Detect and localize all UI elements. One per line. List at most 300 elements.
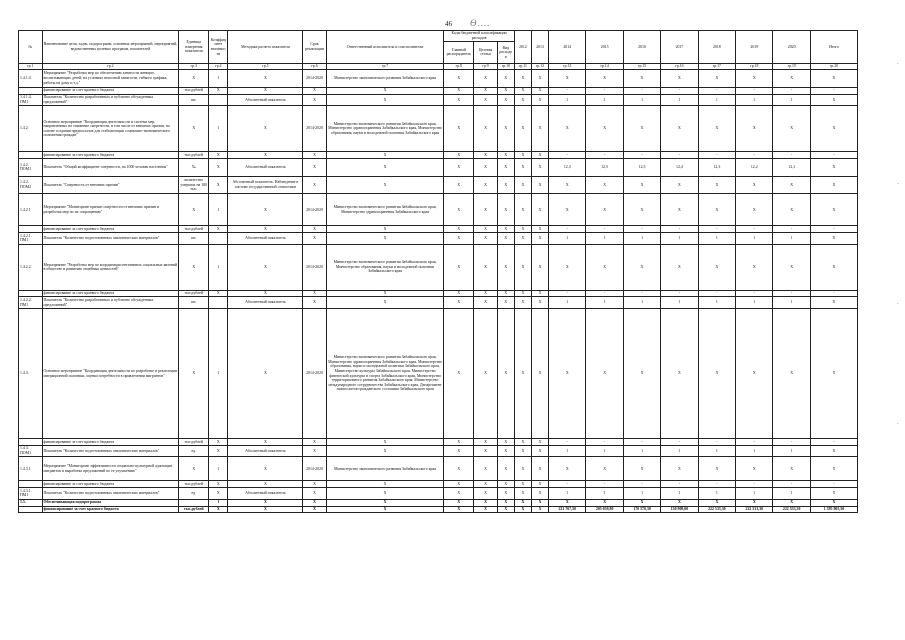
table-cell: X (474, 506, 498, 513)
table-cell: - (810, 290, 857, 297)
table-cell: X (623, 244, 660, 290)
table-cell: X (303, 506, 327, 513)
table-cell (19, 506, 43, 513)
column-number-cell: гр.9 (474, 63, 498, 69)
table-cell: X (209, 506, 228, 513)
table-cell: X (303, 87, 327, 94)
table-cell: - (586, 87, 623, 94)
table-row (19, 309, 858, 439)
table-cell: X (810, 233, 857, 245)
table-cell: X (444, 499, 474, 506)
table-cell: - (810, 87, 857, 94)
table-cell: X (549, 69, 586, 87)
table-cell: 1 (586, 297, 623, 309)
table-cell: 1 (549, 233, 586, 245)
table-cell: X (326, 297, 444, 309)
table-cell: X (810, 445, 857, 457)
table-cell: 1.4.1.4. ПМ1 (19, 94, 43, 106)
table-cell: 1 (586, 94, 623, 106)
table-cell: X (497, 69, 514, 87)
header-expense-type: Вид расходов (497, 41, 514, 63)
table-cell: - (661, 481, 698, 488)
table-cell: X (474, 233, 498, 245)
table-cell: 1.4.2. ПОМ2 (19, 176, 43, 194)
table-cell: X (228, 69, 303, 87)
table-cell: X (444, 290, 474, 297)
table-cell: X (228, 226, 303, 233)
table-cell: 1 (661, 233, 698, 245)
table-cell: X (531, 69, 548, 87)
table-cell: 1.4.3.1. ПМ1 (19, 488, 43, 500)
table-cell: - (810, 481, 857, 488)
table-cell: X (326, 290, 444, 297)
table-cell: Министерство экономического развития Забайкальского края (326, 69, 444, 87)
table-cell: X (444, 158, 474, 176)
table-cell: X (531, 233, 548, 245)
table-row (19, 499, 858, 506)
table-cell: финансирование за счет краевого бюджета (42, 290, 179, 297)
table-cell: - (773, 87, 810, 94)
table-cell: X (531, 290, 548, 297)
table-cell: Абсолютный показатель (228, 94, 303, 106)
table-cell: X (444, 94, 474, 106)
table-cell: - (698, 226, 735, 233)
table-cell: Абсолютный показатель (228, 488, 303, 500)
table-cell: X (514, 176, 531, 194)
table-cell: X (444, 69, 474, 87)
table-cell: X (228, 244, 303, 290)
page-number: 46 (445, 20, 452, 28)
column-number-cell: гр.15 (623, 63, 660, 69)
table-cell: X (773, 499, 810, 506)
table-cell: X (698, 457, 735, 481)
table-cell: - (549, 438, 586, 445)
table-cell: X (474, 499, 498, 506)
table-cell: X (326, 445, 444, 457)
table-cell: X (514, 69, 531, 87)
table-cell: - (736, 87, 773, 94)
table-cell: 1 (209, 457, 228, 481)
table-cell: X (474, 94, 498, 106)
table-cell: 1 395 905,50 (810, 506, 857, 513)
table-cell: X (326, 94, 444, 106)
table-cell: X (497, 499, 514, 506)
table-row (19, 94, 858, 106)
table-cell: X (736, 244, 773, 290)
table-cell: X (810, 499, 857, 506)
table-cell: Показатель "Количество подготовленных аналитических материалов" (42, 488, 179, 500)
table-cell: X (303, 445, 327, 457)
table-cell: X (531, 445, 548, 457)
table-cell: X (179, 309, 209, 439)
table-cell: X (228, 457, 303, 481)
table-cell: X (444, 488, 474, 500)
table-cell: 222 533,30 (736, 506, 773, 513)
table-cell: 1 (736, 297, 773, 309)
table-cell: ‰ (179, 158, 209, 176)
table-cell: X (209, 226, 228, 233)
table-cell: количество умерших на 100 тыс. (179, 176, 209, 194)
table-cell: X (698, 176, 735, 194)
table-cell: X (623, 176, 660, 194)
column-number-cell: гр.8 (444, 63, 474, 69)
table-cell: 1 (698, 297, 735, 309)
table-cell: 1 (623, 488, 660, 500)
table-cell: 1 (209, 194, 228, 226)
table-row (19, 176, 858, 194)
table-cell: X (179, 106, 209, 152)
table-cell: X (474, 309, 498, 439)
table-cell: Показатель "Общий коэффициент смертности, на 1000 человек населения" (42, 158, 179, 176)
table-cell: 1.4.3.1 (19, 457, 43, 481)
margin-marks: · ⸱ · · (896, 60, 899, 428)
table-cell: X (474, 176, 498, 194)
table-row (19, 445, 858, 457)
table-cell: X (514, 226, 531, 233)
table-cell: 1 (586, 488, 623, 500)
table-cell: 12,2 (736, 158, 773, 176)
handwritten-mark: Ѳ.... (470, 18, 491, 28)
table-cell: тыс.рублей (179, 152, 209, 159)
program-table (18, 30, 858, 513)
table-cell: X (514, 438, 531, 445)
table-cell: тыс.рублей (179, 290, 209, 297)
table-cell: 1 (209, 244, 228, 290)
table-cell: - (586, 290, 623, 297)
table-cell: 1 (661, 297, 698, 309)
table-row (19, 87, 858, 94)
table-cell: X (179, 457, 209, 481)
table-cell: X (497, 158, 514, 176)
table-cell: Абсолютный показатель (228, 297, 303, 309)
table-cell: шт. (179, 94, 209, 106)
table-cell: X (179, 194, 209, 226)
table-cell: 1 (698, 488, 735, 500)
table-cell: 1 (549, 445, 586, 457)
table-cell: 1 (773, 445, 810, 457)
table-cell: X (444, 457, 474, 481)
table-cell: X (303, 233, 327, 245)
table-cell (19, 481, 43, 488)
table-cell (19, 438, 43, 445)
table-cell: - (661, 87, 698, 94)
table-cell: X (444, 106, 474, 152)
table-cell: X (514, 488, 531, 500)
table-cell: X (303, 152, 327, 159)
table-cell: X (698, 244, 735, 290)
table-cell: X (474, 488, 498, 500)
table-cell: X (209, 176, 228, 194)
table-cell: X (326, 176, 444, 194)
table-cell: 1.4.2.1 (19, 194, 43, 226)
column-number-cell: гр.3 (179, 63, 209, 69)
table-cell: тыс.рублей (179, 438, 209, 445)
table-cell: X (773, 194, 810, 226)
table-cell: X (444, 481, 474, 488)
table-cell: X (497, 290, 514, 297)
table-cell: X (549, 194, 586, 226)
table-cell: X (303, 481, 327, 488)
table-cell: Основное мероприятие "Координация деятельности по разработке и реализации миграционной политики, оценка потребности в привлечении мигрантов" (42, 309, 179, 439)
table-cell: 1 (736, 488, 773, 500)
table-cell: X (586, 194, 623, 226)
table-cell: X (810, 194, 857, 226)
table-cell: X (623, 309, 660, 439)
table-cell: X (810, 488, 857, 500)
table-cell: X (514, 506, 531, 513)
table-cell: 221 767,50 (549, 506, 586, 513)
table-cell: X (474, 152, 498, 159)
column-number-cell: гр.10 (497, 63, 514, 69)
table-cell: X (531, 481, 548, 488)
table-cell: X (531, 506, 548, 513)
table-cell: X (549, 309, 586, 439)
table-cell: - (661, 226, 698, 233)
table-cell: 1 (698, 445, 735, 457)
table-cell: X (623, 194, 660, 226)
table-cell: X (228, 506, 303, 513)
table-cell: Обеспечивающая подпрограмма (42, 499, 179, 506)
table-cell: X (497, 488, 514, 500)
table-cell: X (474, 87, 498, 94)
table-cell: X (444, 244, 474, 290)
table-cell: X (531, 176, 548, 194)
table-cell: X (179, 69, 209, 87)
table-cell: X (531, 87, 548, 94)
header-article: Целевая статья (474, 41, 498, 63)
header-method: Методика расчета показателя (228, 31, 303, 64)
table-cell: X (303, 226, 327, 233)
table-cell (19, 87, 43, 94)
table-cell: X (444, 152, 474, 159)
table-cell: X (497, 176, 514, 194)
table-cell: X (326, 158, 444, 176)
table-cell: Показатель "Количество подготовленных аналитических материалов" (42, 233, 179, 245)
table-cell: 2014-2020 (303, 309, 327, 439)
table-cell: 1 (586, 233, 623, 245)
header-total: Итого (810, 31, 857, 64)
column-number-cell: гр.18 (736, 63, 773, 69)
table-cell: 1.4.1.4 (19, 69, 43, 87)
table-cell: X (736, 106, 773, 152)
header-2018: 2018 (698, 31, 735, 64)
table-cell: X (736, 499, 773, 506)
table-cell: 130 908,00 (661, 506, 698, 513)
table-cell: финансирование за счет краевого бюджета (42, 152, 179, 159)
table-cell: - (549, 152, 586, 159)
table-cell: - (810, 438, 857, 445)
table-cell: X (209, 290, 228, 297)
table-cell: X (586, 457, 623, 481)
table-cell: 1 (698, 233, 735, 245)
table-cell: Мероприятие "Мониторинг эффективности социально-культурной адаптации мигрантов и выработка предложений по ее улучшению" (42, 457, 179, 481)
table-cell: X (586, 244, 623, 290)
table-cell: X (531, 499, 548, 506)
table-cell: X (661, 499, 698, 506)
table-cell: X (623, 106, 660, 152)
table-cell: X (474, 158, 498, 176)
table-cell: X (661, 244, 698, 290)
table-cell: тыс.рублей (179, 87, 209, 94)
table-cell: 1.5. (19, 499, 43, 506)
table-cell: X (326, 152, 444, 159)
table-cell: 1 (773, 94, 810, 106)
table-cell: X (474, 438, 498, 445)
table-cell: X (326, 438, 444, 445)
table-cell: X (531, 152, 548, 159)
table-cell: X (586, 176, 623, 194)
table-cell: X (303, 297, 327, 309)
table-cell: Показатель "Количество подготовленных аналитических материалов" (42, 445, 179, 457)
header-2017: 2017 (661, 31, 698, 64)
table-cell: 1 (623, 297, 660, 309)
table-cell: X (810, 106, 857, 152)
table-cell: Министерство экономического развития Забайкальского края, Министерство здравоохранения Забайкальского края, Министерство образования, науки и молодежной политики Забайкальского края, Министерство культуры Забайкальского края, Министерство физической культуры и спорта Забайкальского края, Министерство территориального развития Забайкальского края, Министерство международного сотрудничества Забайкальского края, Департамент записи актов гражданского состояния Забайкальского края (326, 309, 444, 439)
table-cell: - (698, 438, 735, 445)
table-cell: X (531, 194, 548, 226)
table-row (19, 481, 858, 488)
table-cell: финансирование за счет краевого бюджета (42, 226, 179, 233)
table-cell: X (514, 457, 531, 481)
column-number-cell: гр.11 (514, 63, 531, 69)
table-cell: 1 (661, 488, 698, 500)
table-row (19, 457, 858, 481)
table-cell: X (773, 69, 810, 87)
table-cell: 170 570,30 (623, 506, 660, 513)
table-cell: X (661, 106, 698, 152)
table-cell: X (810, 69, 857, 87)
table-cell: тыс.рублей (179, 226, 209, 233)
table-cell: 1 (623, 94, 660, 106)
table-cell: X (228, 152, 303, 159)
table-cell: - (549, 87, 586, 94)
table-cell: Абсолютный показатель. Наблюдение в системе государственной статистики (228, 176, 303, 194)
table-cell: 222 533,30 (773, 506, 810, 513)
table-cell: Показатель "Смертность от внешних причин" (42, 176, 179, 194)
column-number-cell: гр.5 (228, 63, 303, 69)
table-cell: - (698, 152, 735, 159)
table-cell: Показатель "Количество разработанных и публично обсужденных предложений" (42, 94, 179, 106)
table-cell: X (209, 445, 228, 457)
table-cell: X (228, 290, 303, 297)
table-cell: финансирование за счет краевого бюджета (42, 87, 179, 94)
table-header (19, 31, 858, 70)
table-cell: - (661, 438, 698, 445)
table-cell: Мероприятие "Разработка мер по обеспечению занятости женщин, воспитывающих детей, на условиях неполной занятости, гибкого графика, работы на дому и т.д." (42, 69, 179, 87)
table-cell: финансирование за счет краевого бюджета (42, 438, 179, 445)
column-number-cell: гр.4 (209, 63, 228, 69)
table-cell: - (773, 290, 810, 297)
table-cell: ед. (179, 445, 209, 457)
table-cell: Показатель "Количество разработанных и публично обсужденных предложений" (42, 297, 179, 309)
table-cell: X (623, 457, 660, 481)
table-cell: X (474, 106, 498, 152)
table-cell: Абсолютный показатель (228, 233, 303, 245)
table-cell: Министерство экономического развития Забайкальского края, Министерство здравоохранения Забайкальского края, Министерство образования, науки и молодежной политики Забайкальского края (326, 106, 444, 152)
header-2014: 2014 (549, 31, 586, 64)
table-cell: X (444, 445, 474, 457)
table-cell: X (303, 499, 327, 506)
table-cell: X (497, 506, 514, 513)
column-number-cell: гр.16 (661, 63, 698, 69)
table-cell: X (228, 309, 303, 439)
header-manager: Главный распорядитель (444, 41, 474, 63)
table-cell: Абсолютный показатель (228, 158, 303, 176)
table-cell: X (444, 233, 474, 245)
column-number-cell: гр.1 (19, 63, 43, 69)
table-cell: финансирование за счет краевого бюджета (42, 506, 179, 513)
header-2012: 2012 (514, 31, 531, 64)
table-cell: X (531, 226, 548, 233)
table-cell: - (661, 152, 698, 159)
table-cell: X (303, 488, 327, 500)
table-cell: - (736, 152, 773, 159)
table-row (19, 152, 858, 159)
header-2020: 2020 (773, 31, 810, 64)
header-period: Срок реализации (303, 31, 327, 64)
table-cell: 1.4.3. (19, 309, 43, 439)
table-cell: X (514, 152, 531, 159)
table-cell: X (549, 176, 586, 194)
table-cell: X (303, 290, 327, 297)
table-row (19, 226, 858, 233)
table-cell: - (810, 152, 857, 159)
table-cell: X (444, 226, 474, 233)
table-cell: 12,5 (586, 158, 623, 176)
table-cell: Министерство экономического развития Забайкальского края, Министерство здравоохранения Забайкальского края (326, 194, 444, 226)
table-cell: - (810, 226, 857, 233)
table-cell: X (326, 506, 444, 513)
table-cell: X (303, 176, 327, 194)
table-cell: X (549, 244, 586, 290)
table-cell: X (698, 309, 735, 439)
table-cell: 1 (661, 94, 698, 106)
table-cell: 2014-2020 (303, 244, 327, 290)
table-cell: 12,3 (549, 158, 586, 176)
table-cell: X (474, 226, 498, 233)
table-cell: X (209, 438, 228, 445)
table-cell: X (209, 87, 228, 94)
table-cell: 1 (736, 233, 773, 245)
table-cell: X (514, 481, 531, 488)
table-cell: 205 059,80 (586, 506, 623, 513)
table-cell: X (303, 438, 327, 445)
table-cell: X (444, 309, 474, 439)
table-cell: - (623, 438, 660, 445)
table-cell: - (623, 481, 660, 488)
table-cell: X (514, 445, 531, 457)
table-cell: X (773, 244, 810, 290)
table-cell: финансирование за счет краевого бюджета (42, 481, 179, 488)
table-cell: 1.4.2.2. ПМ1 (19, 297, 43, 309)
table-cell: Мероприятие "Мониторинг причин смертности от внешних причин и разработка мер по их сокращению" (42, 194, 179, 226)
table-cell: X (497, 438, 514, 445)
table-cell: X (514, 87, 531, 94)
table-cell: X (531, 297, 548, 309)
table-cell: 1.4.2. ПОМ1 (19, 158, 43, 176)
table-cell: - (698, 290, 735, 297)
table-cell: X (623, 69, 660, 87)
table-cell: X (661, 194, 698, 226)
table-cell: X (228, 481, 303, 488)
table-cell: 2014-2020 (303, 194, 327, 226)
table-cell (209, 94, 228, 106)
table-cell: 1.4.3. ПОМ1 (19, 445, 43, 457)
table-row (19, 244, 858, 290)
table-cell: X (773, 176, 810, 194)
table-row (19, 106, 858, 152)
table-cell: X (736, 457, 773, 481)
